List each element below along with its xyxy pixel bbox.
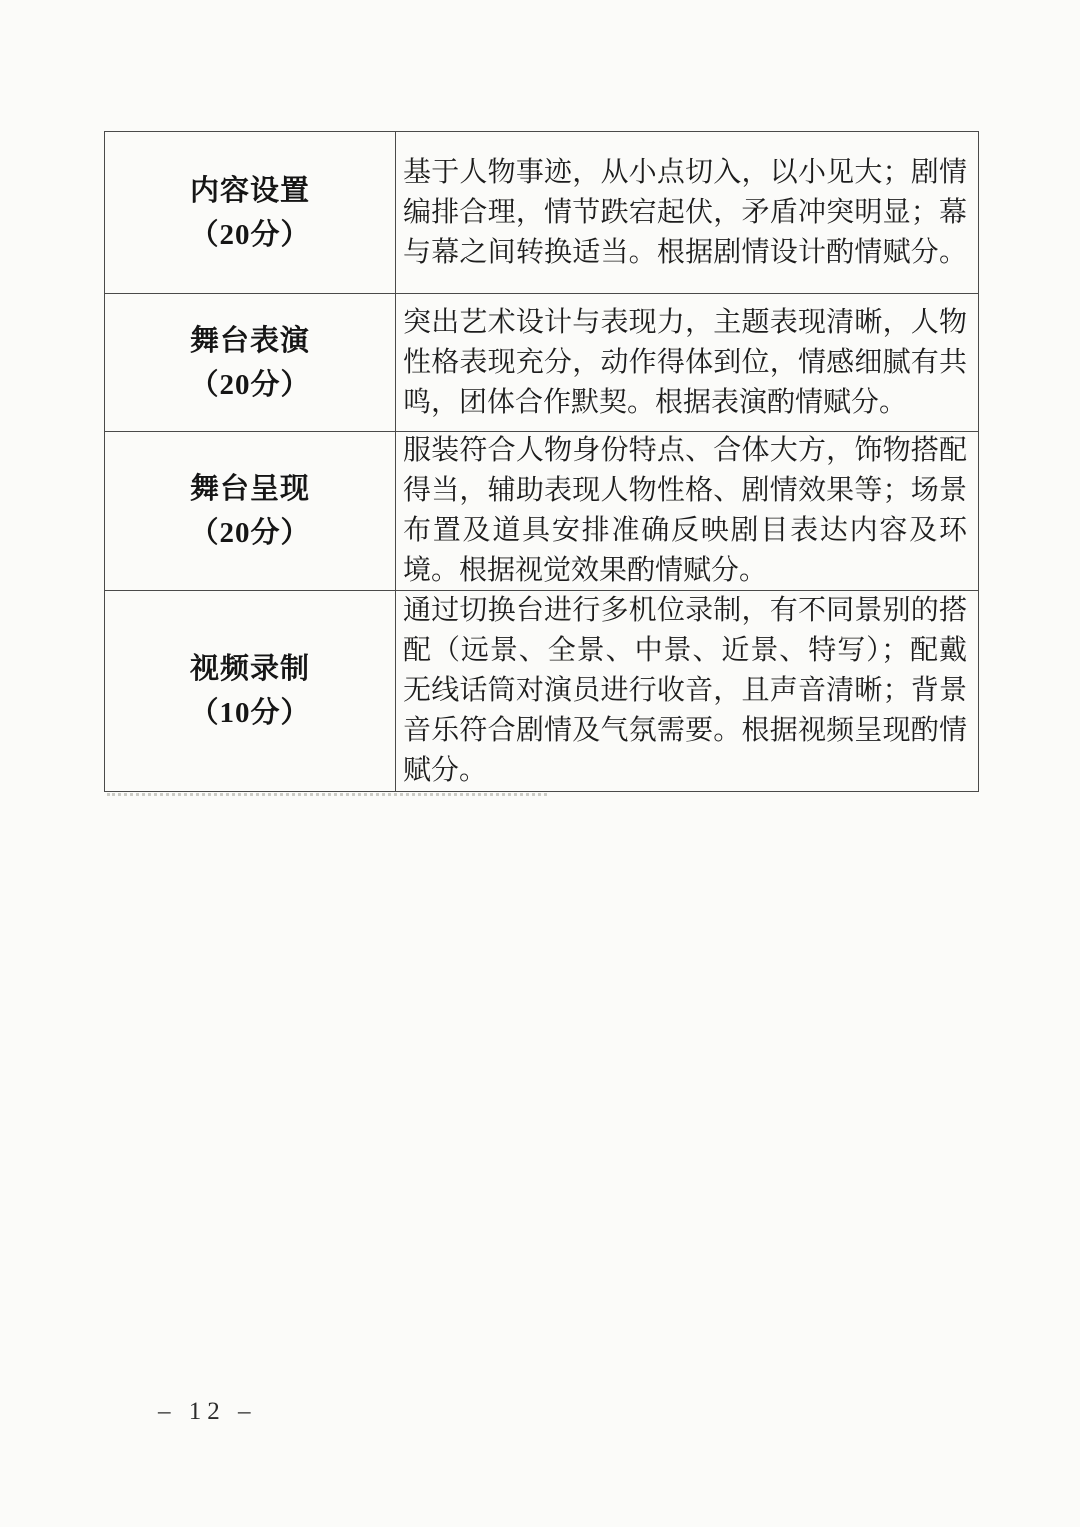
page-number: – 12 – xyxy=(158,1398,257,1425)
description-line: 配（远景、全景、中景、近景、特写）；配戴 xyxy=(403,635,967,666)
description-line: 性格表现充分，动作得体到位，情感细腻有共 xyxy=(403,346,967,378)
scoring-criteria-table xyxy=(104,131,979,792)
table-row xyxy=(105,132,978,293)
description-line: 通过切换台进行多机位录制，有不同景别的搭 xyxy=(403,595,967,626)
criterion-name: 舞台表演 xyxy=(189,324,310,357)
description-line: 服装符合人物身份特点、合体大方，饰物搭配 xyxy=(403,435,967,466)
table-row xyxy=(105,293,978,431)
table-row xyxy=(105,431,978,590)
description-line: 突出艺术设计与表现力，主题表现清晰，人物 xyxy=(403,306,967,338)
description-cell xyxy=(396,132,978,293)
description-line: 音乐符合剧情及气氛需要。根据视频呈现酌情 xyxy=(403,715,967,746)
description-line: 基于人物事迹，从小点切入，以小见大；剧情 xyxy=(403,156,967,188)
description-cell xyxy=(396,591,978,791)
table-row xyxy=(105,590,978,791)
description-line: 得当，辅助表现人物性格、剧情效果等；场景 xyxy=(403,475,967,506)
scan-artifact-line xyxy=(107,793,547,796)
description-cell xyxy=(396,432,978,590)
description-line: 境。根据视觉效果酌情赋分。 xyxy=(403,555,768,586)
description-cell xyxy=(396,294,978,431)
criterion-score: （20分） xyxy=(189,517,311,549)
criterion-cell xyxy=(105,591,396,791)
criterion-cell xyxy=(105,132,396,293)
description-line: 鸣，团体合作默契。根据表演酌情赋分。 xyxy=(403,386,908,418)
criterion-name: 内容设置 xyxy=(189,174,310,207)
description-line: 布置及道具安排准确反映剧目表达内容及环 xyxy=(403,515,967,546)
description-line: 无线话筒对演员进行收音，且声音清晰；背景 xyxy=(403,675,967,706)
criterion-cell xyxy=(105,432,396,590)
criterion-name: 舞台呈现 xyxy=(189,473,310,505)
criterion-score: （10分） xyxy=(189,697,311,729)
criterion-score: （20分） xyxy=(189,218,311,251)
description-line: 编排合理，情节跌宕起伏，矛盾冲突明显；幕 xyxy=(403,196,967,228)
criterion-cell xyxy=(105,294,396,431)
description-line: 与幕之间转换适当。根据剧情设计酌情赋分。 xyxy=(403,236,967,268)
criterion-name: 视频录制 xyxy=(189,653,310,685)
description-line: 赋分。 xyxy=(403,755,488,786)
criterion-score: （20分） xyxy=(189,368,311,401)
